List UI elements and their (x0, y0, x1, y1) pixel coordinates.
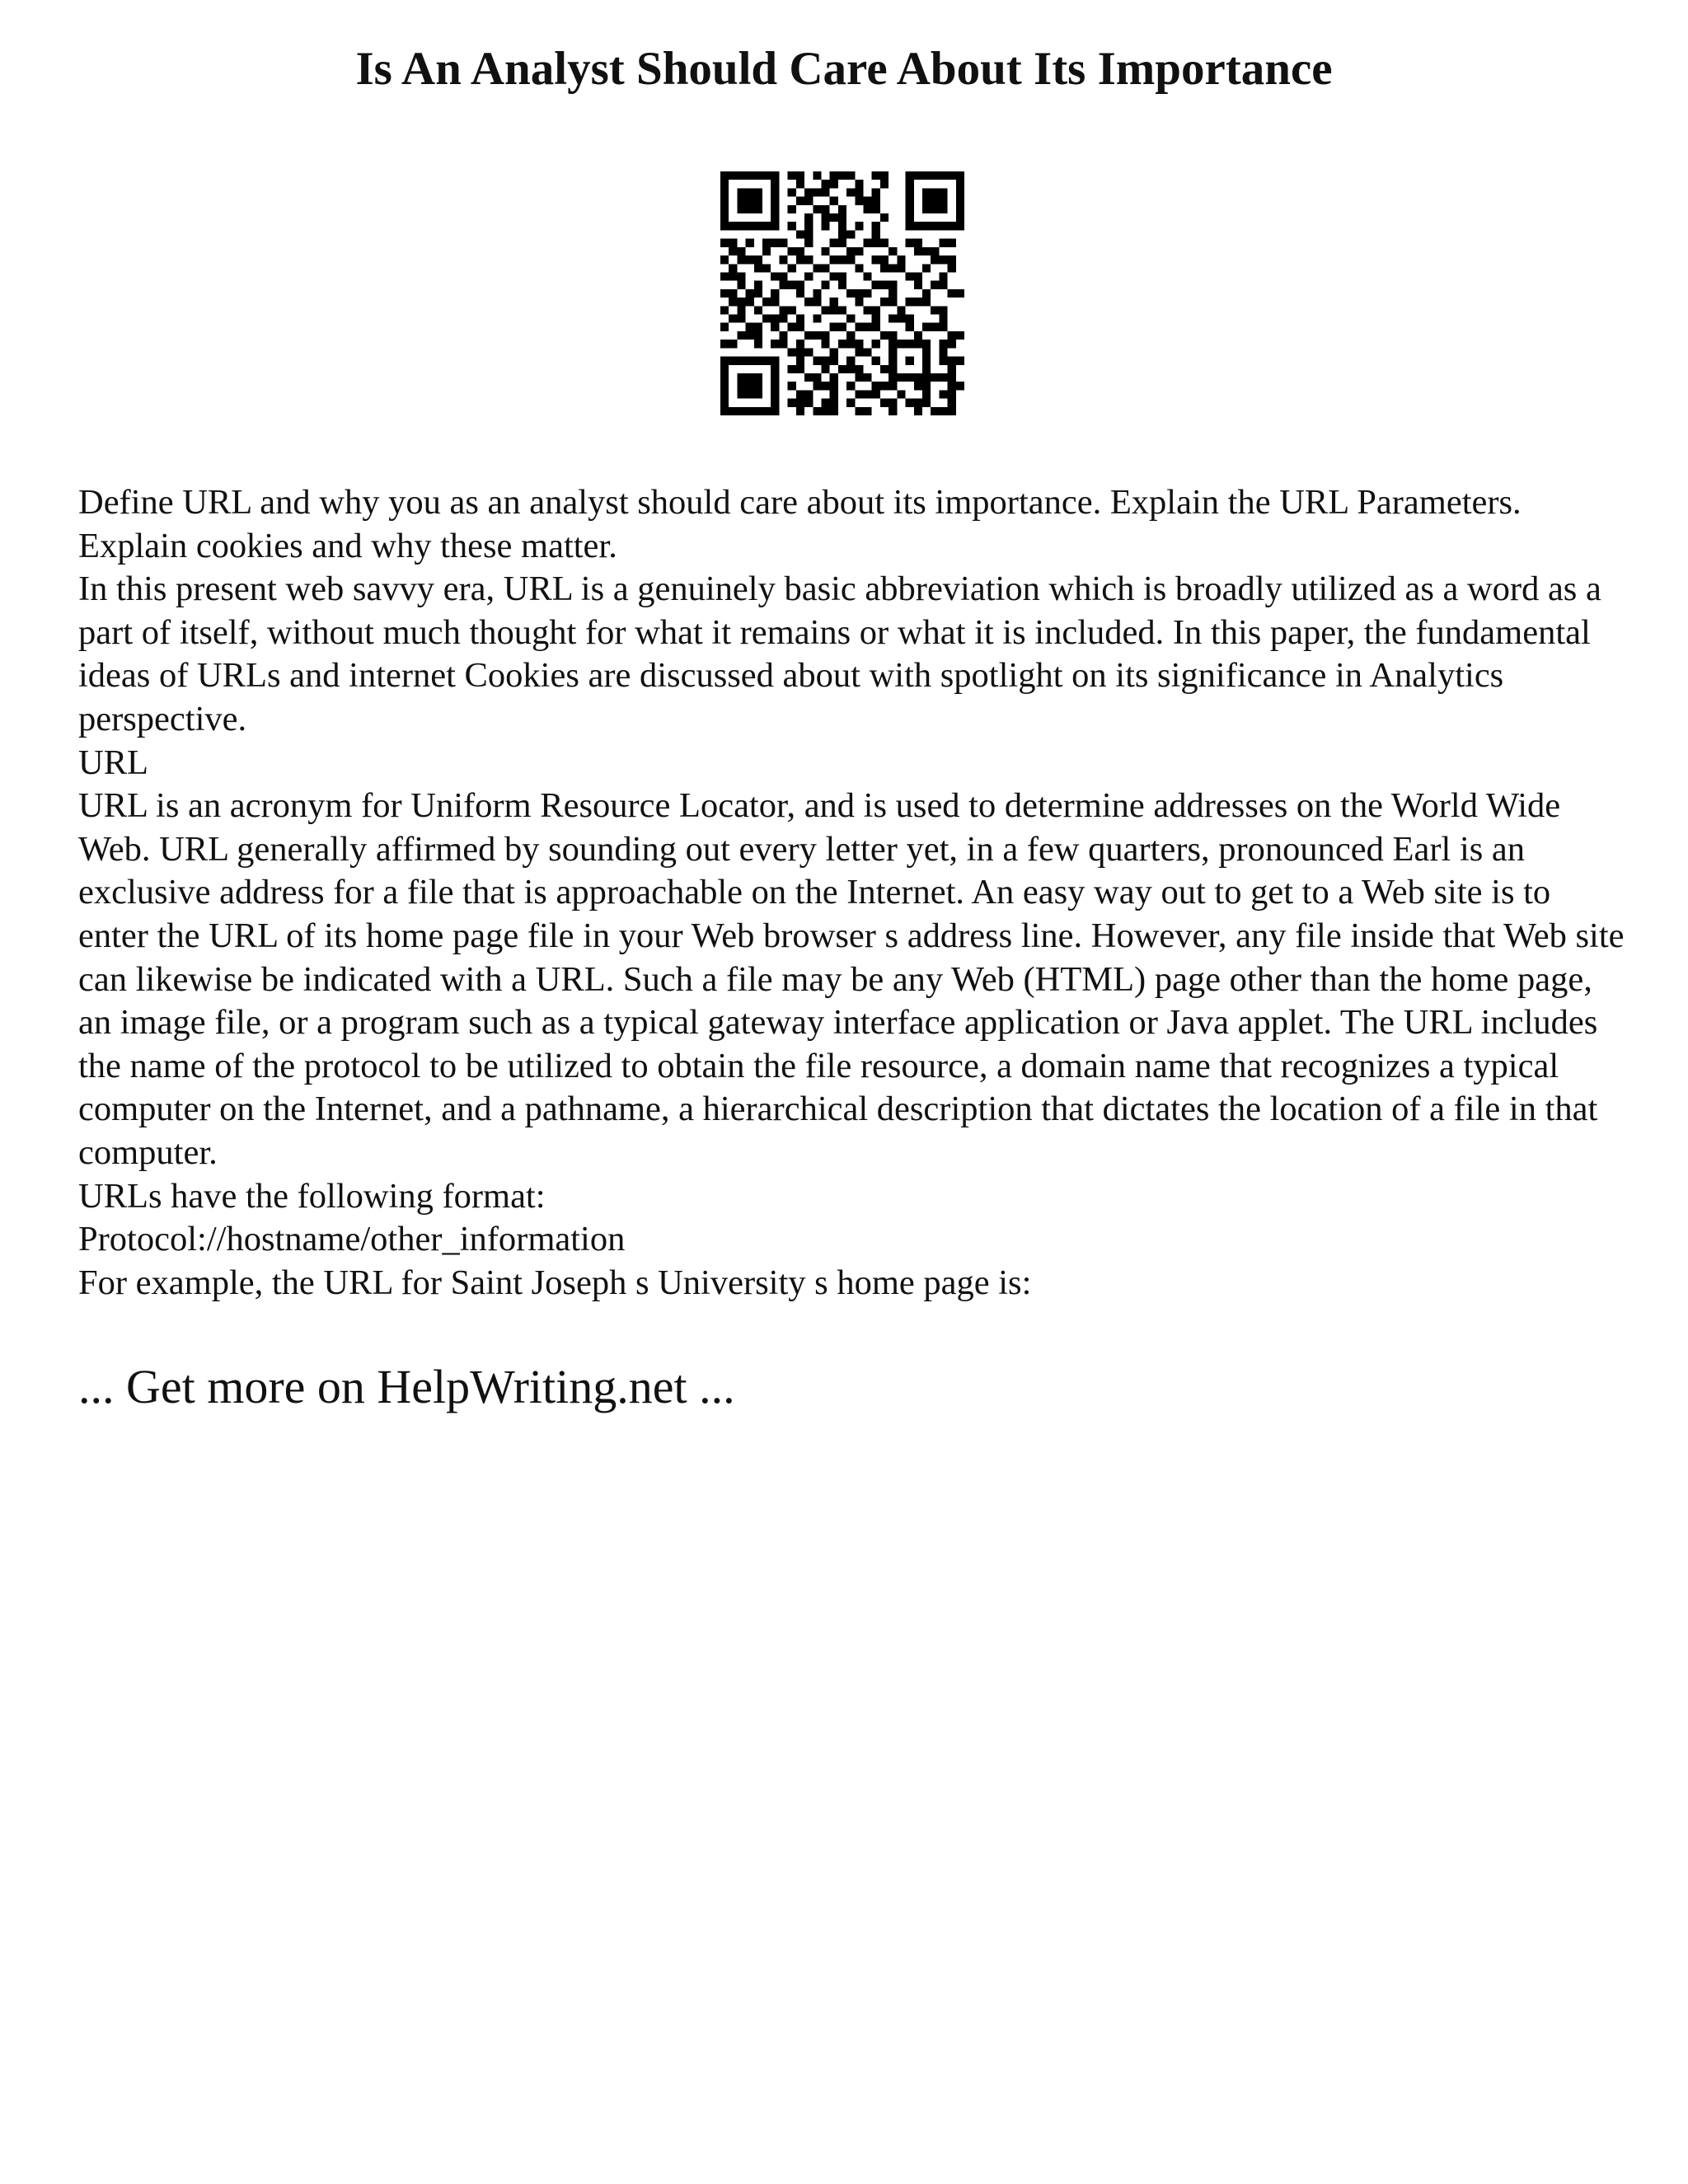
get-more-link[interactable]: ... Get more on HelpWriting.net ... (78, 1360, 735, 1413)
url-definition-paragraph: URL is an acronym for Uniform Resource Locator, and is used to determine addresses on the World Wide Web. URL generally affirmed by sounding out every letter yet, in a few quarters, pronounced Earl is an exclusive address for a file that is approachable on the Internet. An easy way out to get to a Web site is to enter the URL of its home page file in your Web browser s address line. However, any file inside that Web site can likewise be indicated with a URL. Such a file may be any Web (HTML) page other than the home page, an image file, or a program such as a typical gateway interface application or Java applet. The URL includes the name of the protocol to be utilized to obtain the file resource, a domain name that recognizes a typical computer on the Internet, and a pathname, a hierarchical description that dictates the location of a file in that computer. (78, 786, 1625, 1172)
intro-paragraph: In this present web savvy era, URL is a genuinely basic abbreviation which is broadly utilized as a word as a part of itself, without much thought for what it remains or what it is included. In this paper, the fundamental ideas of URLs and internet Cookies are discussed about with spotlight on its significance in Analytics perspective. (78, 569, 1601, 738)
url-format-paragraph: URLs have the following format: (78, 1176, 546, 1216)
intro-question-paragraph: Define URL and why you as an analyst should care about its importance. Explain the URL Parameters. Explain cookies and why these matter. (78, 483, 1522, 565)
url-example-paragraph: For example, the URL for Saint Joseph s University s home page is: (78, 1263, 1032, 1302)
document-title: Is An Analyst Should Care About Its Importance (355, 43, 1333, 95)
url-format-example: Protocol://hostname/other_information (78, 1220, 626, 1259)
document-body (78, 481, 1628, 1305)
url-heading: URL (78, 743, 148, 782)
qr-code-graphic (720, 171, 964, 415)
qr-code-icon (720, 171, 964, 415)
